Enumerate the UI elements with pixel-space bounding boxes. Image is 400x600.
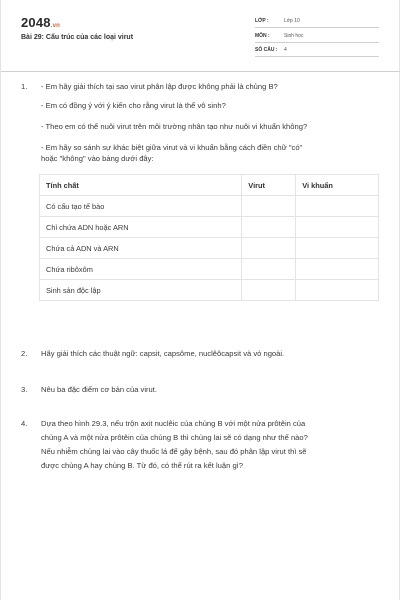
question-line: - Theo em có thể nuôi virut trên môi trường nhân tạo như nuôi vi khuẩn không? [41,122,308,131]
question-line: - Em hãy giải thích tại sao virut phân lập được không phải là chủng B? [41,82,278,91]
table-header-cell: Vi khuẩn [296,175,379,196]
table-cell-virus [242,196,296,217]
table-cell-property: Chỉ chứa ADN hoặc ARN [40,217,242,238]
question-line: Nếu nhiễm chủng lai vào cây thuốc lá để gây bệnh, sau đó phân lập virut thì sẽ [41,447,307,456]
table-cell-bacteria [296,196,379,217]
question-number: 4. [21,419,28,428]
table-cell-virus [242,259,296,280]
question-text: Nêu ba đặc điểm cơ bản của virut. [41,385,157,394]
table-header-row [40,175,379,196]
table-row [40,280,379,301]
meta-count-row [255,45,379,57]
question-line: chủng A và một nửa prôtêin của chủng B thì chủng lai sẽ có dạng như thế nào? [41,433,308,442]
meta-count-label: SỐ CÂU : [255,47,278,53]
table-cell-virus [242,217,296,238]
table-row [40,238,379,259]
logo-main-text: 2048 [21,15,51,30]
meta-class-label: LỚP : [255,18,269,24]
table-cell-property: Có cấu tạo tế bào [40,196,242,217]
question-2 [21,348,381,360]
table-cell-bacteria [296,259,379,280]
question-4 [21,418,381,468]
site-logo[interactable] [21,15,60,30]
logo-suffix-text: .vn [50,23,61,29]
question-number: 3. [21,385,28,394]
question-line: - Em hãy so sánh sự khác biệt giữa virut và vi khuẩn bằng cách điền chữ "có" [41,143,303,152]
lesson-title: Bài 29: Cấu trúc của các loại virut [21,34,134,41]
question-line: hoặc "không" vào bảng dưới đây: [41,154,154,163]
meta-subject-value: Sinh học [284,33,304,39]
question-line: Dựa theo hình 29.3, nếu trộn axit nuclêic của chủng B với một nửa prôtêin của [41,419,306,428]
meta-count-value: 4 [284,47,287,53]
table-cell-property: Sinh sản độc lập [40,280,242,301]
table-cell-virus [242,238,296,259]
table-cell-property: Chứa ribôxôm [40,259,242,280]
table-cell-property: Chứa cả ADN và ARN [40,238,242,259]
table-cell-bacteria [296,280,379,301]
comparison-table [39,174,379,301]
question-number: 2. [21,349,28,358]
table-cell-bacteria [296,238,379,259]
question-text: Hãy giải thích các thuật ngữ: capsit, capsôme, nuclêôcapsit và vỏ ngoài. [41,349,285,358]
question-3 [21,384,381,396]
table-cell-virus [242,280,296,301]
table-row [40,259,379,280]
table-header-cell: Tính chất [40,175,242,196]
meta-class-row [255,16,379,28]
table-row [40,196,379,217]
table-cell-bacteria [296,217,379,238]
worksheet-header [1,0,400,72]
table-row [40,217,379,238]
meta-class-value: Lớp 10 [284,18,300,24]
meta-subject-label: MÔN : [255,33,270,39]
question-line: - Em có đồng ý với ý kiến cho rằng virut là thể vô sinh? [41,101,226,110]
meta-subject-row [255,31,379,43]
question-line: được chủng A hay chủng B. Từ đó, có thể rút ra kết luận gì? [41,461,244,470]
table-header-cell: Virut [242,175,296,196]
question-number: 1. [21,82,28,91]
question-1 [21,81,381,171]
